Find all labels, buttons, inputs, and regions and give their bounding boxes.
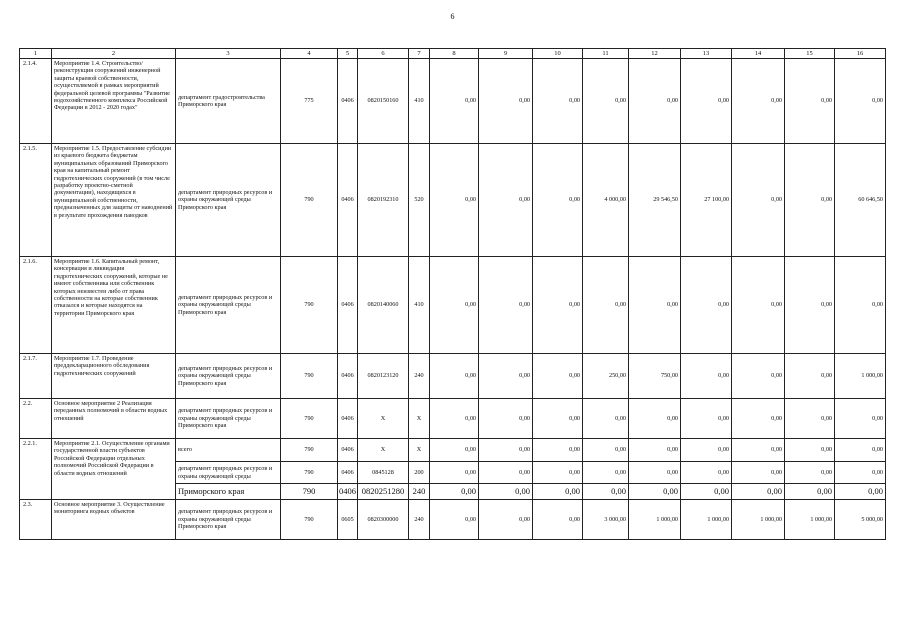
amount-cell: 0,00 — [533, 439, 583, 462]
amount-cell: 1 000,00 — [681, 500, 732, 540]
amount-cell: 0,00 — [533, 354, 583, 399]
amount-cell: 0,00 — [583, 59, 629, 144]
column-header: 13 — [681, 49, 732, 59]
column-header: 12 — [629, 49, 681, 59]
section-code: 0406 — [338, 399, 358, 439]
amount-cell: 250,00 — [583, 354, 629, 399]
amount-cell: 27 100,00 — [681, 144, 732, 257]
column-header: 4 — [281, 49, 338, 59]
amount-cell: 0,00 — [835, 439, 886, 462]
expense-type: 410 — [409, 257, 430, 354]
grbs-code: 775 — [281, 59, 338, 144]
amount-cell: 60 646,50 — [835, 144, 886, 257]
amount-cell: 0,00 — [681, 462, 732, 484]
expense-type: X — [409, 399, 430, 439]
expense-type: 240 — [409, 500, 430, 540]
target-article: 0820300000 — [358, 500, 409, 540]
page-number: 6 — [450, 12, 455, 21]
amount-cell: 0,00 — [533, 500, 583, 540]
measure-name: Основное мероприятие 3. Осуществление мониторинга водных объектов — [52, 500, 176, 540]
amount-cell: 0,00 — [583, 439, 629, 462]
table-row — [20, 500, 886, 540]
expense-type: 520 — [409, 144, 430, 257]
amount-cell: 1 000,00 — [835, 354, 886, 399]
amount-cell: 0,00 — [835, 59, 886, 144]
amount-cell: 0,00 — [785, 354, 835, 399]
section-code: 0406 — [338, 484, 358, 500]
target-article: X — [358, 399, 409, 439]
amount-cell: 0,00 — [681, 484, 732, 500]
section-code: 0406 — [338, 462, 358, 484]
target-article: 0820251280 — [358, 484, 409, 500]
amount-cell: 0,00 — [681, 354, 732, 399]
expense-type: 200 — [409, 462, 430, 484]
amount-cell: 0,00 — [583, 257, 629, 354]
target-article: X — [358, 439, 409, 462]
table-row — [20, 144, 886, 257]
row-number: 2.2.1. — [20, 439, 52, 500]
amount-cell: 0,00 — [785, 144, 835, 257]
amount-cell: 1 000,00 — [629, 500, 681, 540]
target-article: 0845128 — [358, 462, 409, 484]
grbs-code: 790 — [281, 500, 338, 540]
measure-name: Мероприятие 1.6. Капитальный ремонт, консервация и ликвидация гидротехнических сооружений, которые не имеют собственника или собственник которых неизвестен либо от права собственности на которые собственник отказался и которые находятся на территории Приморского края — [52, 257, 176, 354]
amount-cell: 0,00 — [629, 59, 681, 144]
column-header: 3 — [176, 49, 281, 59]
table-row — [20, 354, 886, 399]
column-header: 16 — [835, 49, 886, 59]
amount-cell: 0,00 — [479, 439, 533, 462]
amount-cell: 0,00 — [430, 354, 479, 399]
amount-cell: 5 000,00 — [835, 500, 886, 540]
amount-cell: 0,00 — [681, 439, 732, 462]
amount-cell: 0,00 — [583, 399, 629, 439]
column-header: 2 — [52, 49, 176, 59]
amount-cell: 0,00 — [629, 439, 681, 462]
section-code: 0605 — [338, 500, 358, 540]
target-article: 0820150160 — [358, 59, 409, 144]
amount-cell: 0,00 — [785, 399, 835, 439]
executor: Приморского края — [176, 484, 281, 500]
column-header: 8 — [430, 49, 479, 59]
column-header: 6 — [358, 49, 409, 59]
amount-cell: 1 000,00 — [732, 500, 785, 540]
amount-cell: 0,00 — [430, 500, 479, 540]
amount-cell: 0,00 — [732, 439, 785, 462]
executor: департамент природных ресурсов и охраны окружающей среды Приморского края — [176, 354, 281, 399]
amount-cell: 0,00 — [629, 399, 681, 439]
section-code: 0406 — [338, 59, 358, 144]
executor: департамент природных ресурсов и охраны окружающей среды Приморского края — [176, 144, 281, 257]
expense-type: X — [409, 439, 430, 462]
expense-type: 240 — [409, 354, 430, 399]
budget-table — [19, 48, 886, 540]
amount-cell: 0,00 — [533, 484, 583, 500]
table-row — [20, 59, 886, 144]
amount-cell: 0,00 — [732, 484, 785, 500]
executor: департамент природных ресурсов и охраны окружающей среды — [176, 462, 281, 484]
amount-cell: 4 000,00 — [583, 144, 629, 257]
target-article: 0820192310 — [358, 144, 409, 257]
amount-cell: 0,00 — [732, 354, 785, 399]
column-header: 15 — [785, 49, 835, 59]
column-header: 5 — [338, 49, 358, 59]
amount-cell: 0,00 — [629, 462, 681, 484]
column-header: 1 — [20, 49, 52, 59]
amount-cell: 0,00 — [430, 462, 479, 484]
target-article: 0820123120 — [358, 354, 409, 399]
row-number: 2.1.4. — [20, 59, 52, 144]
measure-name: Мероприятие 1.5. Предоставление субсидии из краевого бюджета бюджетам муниципальных образований Приморского края на капитальный ремонт гидротехнических сооружений (в том числе разработку проектно-сметной документации), находящихся в муниципальной собственности, предназначенных для защиты от наводнений в результате прохождения паводков — [52, 144, 176, 257]
row-number: 2.1.7. — [20, 354, 52, 399]
amount-cell: 0,00 — [583, 462, 629, 484]
table-row — [20, 257, 886, 354]
amount-cell: 0,00 — [479, 144, 533, 257]
amount-cell: 1 000,00 — [785, 500, 835, 540]
grbs-code: 790 — [281, 144, 338, 257]
column-header: 10 — [533, 49, 583, 59]
amount-cell: 0,00 — [430, 59, 479, 144]
amount-cell: 3 000,00 — [583, 500, 629, 540]
amount-cell: 0,00 — [479, 462, 533, 484]
amount-cell: 0,00 — [732, 144, 785, 257]
amount-cell: 0,00 — [681, 257, 732, 354]
table-row — [20, 399, 886, 439]
expense-type: 240 — [409, 484, 430, 500]
section-code: 0406 — [338, 354, 358, 399]
row-number: 2.3. — [20, 500, 52, 540]
amount-cell: 0,00 — [732, 59, 785, 144]
measure-name: Основное мероприятие 2 Реализация переданных полномочий в области водных отношений — [52, 399, 176, 439]
grbs-code: 790 — [281, 462, 338, 484]
grbs-code: 790 — [281, 257, 338, 354]
amount-cell: 0,00 — [479, 59, 533, 144]
row-number: 2.1.6. — [20, 257, 52, 354]
amount-cell: 0,00 — [533, 462, 583, 484]
header-row — [20, 49, 886, 59]
amount-cell: 0,00 — [629, 484, 681, 500]
amount-cell: 0,00 — [785, 257, 835, 354]
amount-cell: 0,00 — [835, 257, 886, 354]
amount-cell: 0,00 — [732, 399, 785, 439]
amount-cell: 0,00 — [479, 354, 533, 399]
amount-cell: 0,00 — [681, 399, 732, 439]
executor: департамент природных ресурсов и охраны окружающей среды Приморского края — [176, 500, 281, 540]
amount-cell: 0,00 — [785, 484, 835, 500]
executor: всего — [176, 439, 281, 462]
measure-name: Мероприятие 1.7. Проведение преддекларационного обследования гидротехнических сооружений — [52, 354, 176, 399]
amount-cell: 0,00 — [835, 462, 886, 484]
amount-cell: 0,00 — [479, 399, 533, 439]
table-row — [20, 439, 886, 462]
amount-cell: 0,00 — [681, 59, 732, 144]
amount-cell: 0,00 — [785, 59, 835, 144]
column-header: 9 — [479, 49, 533, 59]
target-article: 0820140060 — [358, 257, 409, 354]
column-header: 11 — [583, 49, 629, 59]
amount-cell: 0,00 — [533, 257, 583, 354]
section-code: 0406 — [338, 439, 358, 462]
expense-type: 410 — [409, 59, 430, 144]
amount-cell: 0,00 — [785, 462, 835, 484]
executor: департамент природных ресурсов и охраны окружающей среды Приморского края — [176, 257, 281, 354]
section-code: 0406 — [338, 144, 358, 257]
amount-cell: 0,00 — [629, 257, 681, 354]
amount-cell: 0,00 — [835, 399, 886, 439]
amount-cell: 0,00 — [732, 257, 785, 354]
amount-cell: 0,00 — [583, 484, 629, 500]
row-number: 2.1.5. — [20, 144, 52, 257]
amount-cell: 750,00 — [629, 354, 681, 399]
executor: департамент природных ресурсов и охраны окружающей среды Приморского края — [176, 399, 281, 439]
grbs-code: 790 — [281, 399, 338, 439]
measure-name: Мероприятие 1.4. Строительство/реконструкция сооружений инженерной защиты краевой собственности, осуществляемой в рамках мероприятий федеральной целевой программы "Развитие водохозяйственного комплекса Российской Федерации в 2012 - 2020 годах" — [52, 59, 176, 144]
amount-cell: 0,00 — [533, 59, 583, 144]
column-header: 7 — [409, 49, 430, 59]
measure-name: Мероприятие 2.1. Осуществление органами государственной власти субъектов Российской Федерации отдельных полномочий Российской Федерации в области водных отношений — [52, 439, 176, 500]
amount-cell: 0,00 — [430, 439, 479, 462]
amount-cell: 0,00 — [479, 257, 533, 354]
column-header: 14 — [732, 49, 785, 59]
amount-cell: 0,00 — [835, 484, 886, 500]
amount-cell: 0,00 — [430, 399, 479, 439]
grbs-code: 790 — [281, 484, 338, 500]
section-code: 0406 — [338, 257, 358, 354]
grbs-code: 790 — [281, 439, 338, 462]
amount-cell: 0,00 — [430, 144, 479, 257]
amount-cell: 29 546,50 — [629, 144, 681, 257]
amount-cell: 0,00 — [430, 257, 479, 354]
amount-cell: 0,00 — [785, 439, 835, 462]
amount-cell: 0,00 — [430, 484, 479, 500]
amount-cell: 0,00 — [533, 144, 583, 257]
amount-cell: 0,00 — [479, 484, 533, 500]
row-number: 2.2. — [20, 399, 52, 439]
amount-cell: 0,00 — [732, 462, 785, 484]
grbs-code: 790 — [281, 354, 338, 399]
executor: департамент градостроительства Приморского края — [176, 59, 281, 144]
amount-cell: 0,00 — [533, 399, 583, 439]
amount-cell: 0,00 — [479, 500, 533, 540]
